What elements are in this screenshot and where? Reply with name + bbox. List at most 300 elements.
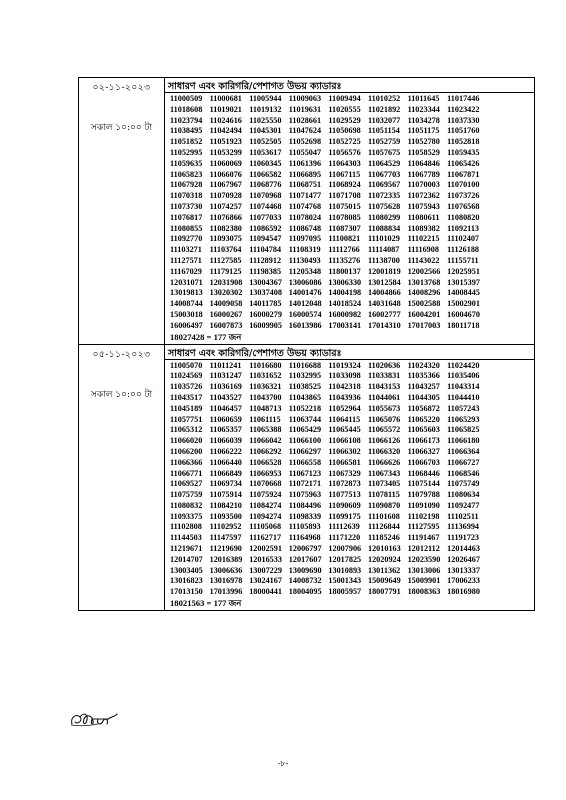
roll-number: 11018608 [170,104,203,114]
roll-number: 11070928 [209,191,242,201]
roll-number: 11219671 [170,544,203,554]
roll-number: 14031648 [367,299,401,309]
roll-number-row [170,447,534,458]
roll-number: 11116908 [407,245,439,255]
roll-number: 13013768 [407,277,441,287]
roll-number: 11024420 [447,360,480,370]
roll-number: 11052218 [288,403,322,413]
roll-number: 11067123 [288,468,322,478]
roll-number: 11059635 [170,158,203,168]
roll-number: 11035726 [170,382,203,392]
roll-number: 15003018 [170,309,203,319]
roll-number: 11067789 [407,169,440,179]
roll-number: 11080820 [447,212,480,222]
exam-date: ০২-১১-২০২৩ [92,83,151,93]
roll-number: 11066953 [249,468,282,478]
roll-number: 11138700 [367,255,400,265]
roll-number: 11074468 [249,201,282,211]
roll-number: 11066703 [407,457,440,467]
roll-number: 11066440 [209,457,242,467]
roll-number: 11066126 [367,436,401,446]
roll-number: 11052780 [407,137,440,147]
roll-number: 11067703 [367,169,401,179]
roll-number: 11065312 [170,425,203,435]
roll-number: 11084274 [249,500,282,510]
roll-number: 11070100 [447,180,480,190]
roll-number: 12012112 [407,544,440,554]
roll-number: 11042318 [328,382,361,392]
roll-number-row [170,116,534,127]
roll-number: 11066366 [170,457,203,467]
roll-number: 11043865 [288,392,322,402]
roll-number: 11080832 [170,500,203,510]
roll-number: 11071477 [288,191,322,201]
roll-number: 11045301 [249,126,282,136]
roll-number: 11067967 [209,180,242,190]
roll-number: 11219690 [209,544,242,554]
roll-number: 11094274 [249,511,282,521]
roll-number: 11102952 [209,522,242,532]
roll-number: 12007906 [328,544,362,554]
roll-number: 18016980 [447,587,480,597]
roll-number: 11034278 [407,115,440,125]
roll-number: 11162717 [249,533,282,543]
roll-number: 11051760 [447,126,480,136]
roll-number: 16004201 [407,309,441,319]
roll-number: 11086748 [288,223,322,233]
roll-number: 12014463 [447,544,480,554]
roll-number: 15002901 [447,299,480,309]
total-count: 18027428 = 177 জন [170,331,242,342]
roll-number: 11066222 [209,446,242,456]
roll-number: 11053299 [209,147,242,157]
roll-number: 11076866 [209,212,242,222]
roll-number: 14011785 [249,299,282,309]
roll-number: 11060069 [209,158,242,168]
roll-number: 13007229 [249,565,282,575]
roll-number: 11092477 [447,500,480,510]
roll-number: 11058529 [407,147,440,157]
roll-number: 11052818 [447,137,480,147]
roll-number-row [170,288,534,299]
roll-number: 11128912 [249,255,282,265]
roll-number: 11108319 [288,245,321,255]
roll-number-row [170,159,534,170]
roll-number: 11066302 [328,446,361,456]
roll-number: 11065357 [209,425,242,435]
roll-number: 11009063 [288,94,322,103]
roll-number-row [170,321,534,332]
roll-number: 11126844 [367,522,400,532]
roll-number: 18008363 [407,587,441,597]
roll-number: 13013337 [447,565,480,575]
exam-date: ০৫-১১-২০২৩ [92,349,151,360]
section-2-candidates-cell [165,344,535,611]
roll-number: 11023344 [407,104,440,114]
roll-number: 11051154 [367,126,400,136]
roll-number: 11078115 [367,490,400,500]
roll-number-row [170,105,534,116]
roll-number-list [165,93,534,344]
page-number: -৮- [277,759,289,768]
roll-number: 11057675 [367,147,401,157]
roll-number: 11024320 [407,360,440,370]
roll-number: 11069527 [170,479,203,489]
section-1-date-cell [79,78,165,345]
roll-number: 11052725 [328,137,361,147]
roll-number: 11069567 [367,180,401,190]
roll-number: 11057243 [447,403,480,413]
roll-number: 11023422 [447,104,480,114]
roll-number: 11044305 [407,392,440,402]
roll-number-row [170,202,534,213]
roll-number: 11072362 [407,191,440,201]
roll-number-row [170,299,534,310]
roll-number: 18000441 [249,587,282,597]
roll-number: 11000509 [170,94,203,103]
roll-number-row [170,234,534,245]
roll-number: 11090870 [367,500,401,510]
roll-number-row [170,245,534,256]
roll-number-row [170,278,534,289]
roll-number: 11043700 [249,392,282,402]
roll-number: 11065426 [447,158,480,168]
roll-number: 11072335 [367,191,401,201]
roll-number: 11094547 [249,234,282,244]
roll-number: 11075914 [209,490,242,500]
roll-number: 11087307 [328,223,361,233]
roll-number: 11044061 [367,392,401,402]
roll-number: 11043153 [367,382,401,392]
roll-number: 11092113 [447,223,480,233]
roll-number: 12006797 [288,544,322,554]
roll-number: 11064115 [328,414,361,424]
roll-number-row [170,458,534,469]
roll-number: 13020302 [209,288,243,298]
roll-number: 11104784 [249,245,282,255]
roll-number-row [170,371,534,382]
roll-number: 11084210 [209,500,242,510]
roll-number: 11010252 [367,94,401,103]
roll-number: 11068776 [249,180,282,190]
roll-number: 11025550 [249,115,282,125]
roll-number: 11052995 [170,147,203,157]
section-1 [79,78,535,345]
roll-number: 11093375 [170,511,203,521]
roll-number: 11089382 [407,223,440,233]
roll-number: 12020924 [367,554,401,564]
roll-number: 11076817 [170,212,203,222]
roll-number: 11067928 [170,180,203,190]
roll-number: 13037408 [249,288,282,298]
roll-number: 11126188 [447,245,480,255]
roll-number: 14008445 [447,288,480,298]
roll-number: 11075144 [407,479,440,489]
roll-number: 11051923 [209,137,242,147]
roll-number: 11038525 [288,382,322,392]
roll-number: 16006497 [170,320,203,330]
roll-number: 11047624 [288,126,322,136]
roll-number: 11064529 [367,158,401,168]
roll-number: 11068924 [328,180,361,190]
roll-number-row [170,180,534,191]
roll-number: 11036169 [209,382,242,392]
schedule-table [78,77,535,611]
roll-number-row [170,490,534,501]
roll-number: 11075628 [367,201,401,211]
roll-number: 11023794 [170,115,203,125]
roll-number: 11066582 [249,169,282,179]
roll-number: 11036321 [249,382,282,392]
roll-number: 12010163 [367,544,401,554]
roll-number: 11038495 [170,126,203,136]
roll-number: 11130493 [288,255,321,265]
roll-number: 11068546 [447,468,480,478]
roll-number: 13009690 [288,565,322,575]
roll-number: 11800137 [328,266,361,276]
roll-number: 11102215 [407,234,440,244]
roll-number: 11052964 [328,403,361,413]
roll-number: 11065076 [367,414,401,424]
roll-number-row [170,382,534,393]
exam-time: সকাল ১০:০০ টা [90,123,153,133]
roll-number: 13010893 [328,565,362,575]
roll-number: 11070003 [407,180,440,190]
exam-time: সকাল ১০:০০ টা [90,389,153,400]
roll-number: 11052759 [367,137,401,147]
roll-number: 11143022 [407,255,440,265]
roll-number: 11084496 [288,500,322,510]
roll-number: 11070318 [170,191,203,201]
roll-number: 11127595 [407,522,440,532]
roll-number: 11171220 [328,533,361,543]
roll-number: 17013150 [170,587,203,597]
roll-number: 11076568 [447,201,480,211]
roll-number-row [170,94,534,105]
roll-number-row [170,393,534,404]
roll-number: 11066020 [170,436,203,446]
roll-number: 11093075 [209,234,242,244]
roll-number: 11032995 [288,371,322,381]
roll-number: 11068751 [288,180,322,190]
roll-number: 11055673 [367,403,401,413]
roll-number: 11045189 [170,403,203,413]
roll-number: 12023590 [407,554,441,564]
roll-number: 14018524 [328,299,362,309]
roll-number: 12001819 [367,266,401,276]
roll-number: 15002588 [407,299,441,309]
roll-number: 13006636 [209,565,243,575]
roll-number: 11066173 [407,436,440,446]
roll-number: 11185246 [367,533,400,543]
roll-number: 11077033 [249,212,282,222]
roll-number: 11031247 [209,371,242,381]
roll-number: 11060659 [209,414,242,424]
roll-number: 11066895 [288,169,322,179]
roll-number: 11035366 [407,371,440,381]
roll-number: 11099175 [328,511,361,521]
roll-number: 11079788 [407,490,440,500]
roll-number-row [170,501,534,512]
roll-number: 11066076 [209,169,242,179]
roll-number: 11065293 [447,414,480,424]
roll-number: 11020555 [328,104,361,114]
roll-number: 11086592 [249,223,282,233]
roll-number: 11080634 [447,490,480,500]
roll-number-row [170,587,534,598]
roll-number: 11059435 [447,147,480,157]
section-2 [79,344,535,611]
roll-number: 11037330 [447,115,480,125]
roll-number: 11191723 [447,533,480,543]
roll-number: 15009649 [367,576,401,586]
roll-number: 11127585 [209,255,242,265]
roll-number: 11043517 [170,392,203,402]
roll-number: 13019813 [170,288,203,298]
roll-number: 11065445 [328,425,361,435]
roll-number: 11082380 [209,223,242,233]
roll-number-row [170,126,534,137]
roll-number: 13003405 [170,565,203,575]
roll-number: 12025951 [447,266,480,276]
roll-number: 11065823 [170,169,203,179]
roll-number: 11067871 [447,169,480,179]
roll-number: 11071708 [328,191,361,201]
roll-number: 11072171 [288,479,322,489]
roll-number: 13016823 [170,576,203,586]
roll-number: 11033831 [367,371,401,381]
roll-number: 11065429 [288,425,322,435]
roll-number: 11102407 [447,234,480,244]
roll-number: 14004866 [367,288,401,298]
cadre-header: সাধারণ এবং কারিগরি/পেশাগত উভয় ক্যাডারঃ [165,345,534,360]
roll-number: 11061115 [249,414,281,424]
roll-number: 16009905 [249,320,282,330]
roll-number-row [170,512,534,523]
roll-number-row [170,555,534,566]
roll-number: 11112639 [328,522,360,532]
roll-number: 14009058 [209,299,243,309]
roll-number-row [170,137,534,148]
roll-number-row [170,522,534,533]
roll-number: 11009494 [328,94,361,103]
roll-number: 11033098 [328,371,361,381]
roll-number: 11051175 [407,126,440,136]
roll-number: 11028661 [288,115,322,125]
roll-number: 11066558 [288,457,322,467]
roll-number: 11075963 [288,490,322,500]
roll-number: 11052698 [288,137,322,147]
roll-number: 11093500 [209,511,242,521]
roll-number: 12017607 [288,554,322,564]
roll-number: 11070968 [249,191,282,201]
roll-number: 11055047 [288,147,322,157]
roll-number: 11066327 [407,446,440,456]
roll-number: 11102808 [170,522,202,532]
roll-number: 12002591 [249,544,282,554]
roll-number: 11065388 [249,425,282,435]
roll-number: 12016533 [249,554,282,564]
roll-number: 11042494 [209,126,242,136]
roll-number: 12014707 [170,554,203,564]
roll-number: 11016680 [249,360,282,370]
roll-number: 11198385 [249,266,282,276]
roll-number-list [165,360,534,611]
roll-number: 13012584 [367,277,401,287]
roll-number: 14008744 [170,299,203,309]
roll-number: 12017825 [328,554,362,564]
roll-number-row [170,533,534,544]
section-1-candidates-cell [165,78,535,345]
roll-number: 12026467 [447,554,480,564]
roll-number: 11075943 [407,201,440,211]
roll-number: 11044410 [447,392,480,402]
roll-number: 18011718 [447,320,480,330]
roll-number: 11066042 [249,436,282,446]
roll-number-row [170,267,534,278]
roll-number: 14008296 [407,288,441,298]
roll-number: 11067343 [367,468,401,478]
roll-number: 11031652 [249,371,282,381]
roll-number: 11066581 [328,457,361,467]
roll-number: 11112766 [328,245,360,255]
roll-number: 11092770 [170,234,203,244]
roll-number: 14012048 [288,299,322,309]
roll-number: 11066528 [249,457,282,467]
roll-number: 11205348 [288,266,322,276]
roll-number: 16000279 [249,309,282,319]
roll-number: 14001476 [288,288,322,298]
roll-number: 11102511 [447,511,479,521]
roll-number: 11021892 [367,104,401,114]
roll-number: 16000267 [209,309,243,319]
roll-number: 11090609 [328,500,361,510]
roll-number: 11011241 [209,360,242,370]
roll-number: 11191467 [407,533,440,543]
roll-number: 13024167 [249,576,282,586]
roll-number: 15009901 [407,576,441,586]
roll-number: 11066108 [328,436,361,446]
roll-number: 11073726 [447,191,480,201]
roll-number: 16013986 [288,320,322,330]
roll-number: 11105893 [288,522,321,532]
roll-number: 12031071 [170,277,203,287]
roll-number: 11011645 [407,94,440,103]
cadre-header: সাধারণ এবং কারিগরি/পেশাগত উভয় ক্যাডারঃ [165,78,534,93]
total-count: 18021563 = 177 জন [170,598,242,609]
roll-number: 12002566 [407,266,441,276]
roll-number: 11070668 [249,479,282,489]
roll-number: 11101029 [367,234,400,244]
roll-number: 11019324 [328,360,361,370]
section-2-date-cell [79,344,165,611]
roll-number-row [170,479,534,490]
roll-number: 16000982 [328,309,362,319]
roll-number: 11005944 [249,94,282,103]
roll-number-row [170,361,534,372]
roll-number-row [170,191,534,202]
roll-number: 11072873 [328,479,361,489]
roll-number: 11066297 [288,446,322,456]
roll-number: 11136994 [447,522,480,532]
roll-number-row [170,415,534,426]
roll-number: 11043257 [407,382,440,392]
roll-number: 17013996 [209,587,243,597]
roll-number: 11057751 [170,414,203,424]
roll-number: 11105068 [249,522,282,532]
roll-number: 11060345 [249,158,282,168]
roll-number: 11066200 [170,446,203,456]
